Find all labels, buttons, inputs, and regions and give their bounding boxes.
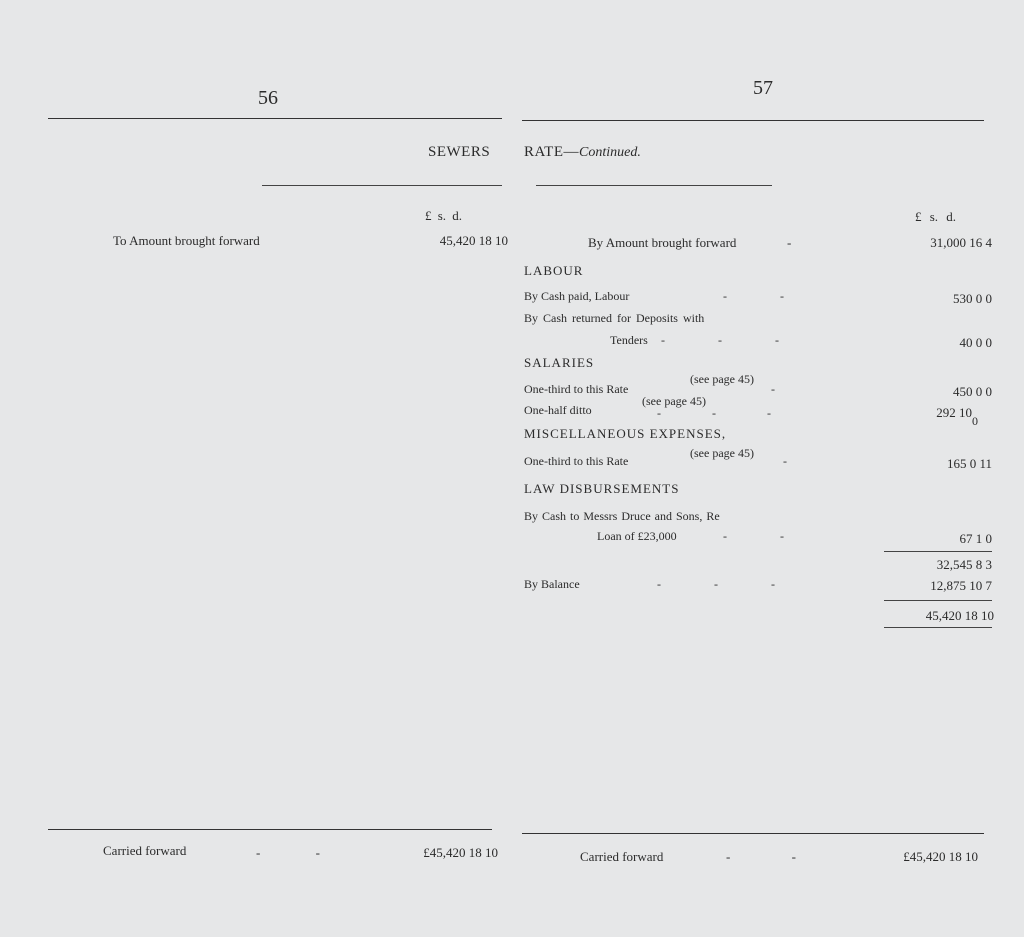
misc-one-third-label: One-third to this Rate [524, 454, 629, 468]
salaries-one-half-pence: 0 [972, 414, 978, 428]
page-number-left: 56 [258, 87, 278, 109]
brought-forward-amount: 31,000 16 4 [930, 235, 992, 250]
leader-dots: - - - [657, 577, 775, 591]
leader-dots-left: - - [256, 845, 320, 860]
brought-forward-label: By Amount brought forward [588, 235, 737, 250]
total-amount: 45,420 18 10 [925, 608, 994, 623]
druce-amount: 67 1 0 [959, 531, 992, 546]
leader-dots: - [771, 382, 775, 396]
title-rule-right [536, 185, 772, 186]
currency-header-right: £ s. d. [915, 209, 957, 224]
carried-forward-amount-left: £45,420 18 10 [423, 845, 498, 860]
section-labour: LABOUR [524, 263, 584, 278]
left-entry-label: To Amount brought forward [113, 233, 260, 248]
salaries-one-third-ref: (see page 45) [690, 372, 754, 386]
salaries-one-half-amount: 292 10 [936, 405, 972, 420]
deposits-amount: 40 0 0 [959, 335, 992, 350]
leader-dots: - [783, 454, 787, 468]
total-rule-bottom [884, 627, 992, 628]
title-sewers: SEWERS [428, 144, 491, 160]
leader-dots: - - - [657, 406, 771, 420]
carried-forward-label-left: Carried forward [103, 843, 187, 858]
balance-label: By Balance [524, 577, 580, 591]
right-page [512, 0, 1024, 937]
leader-dots: - - [723, 529, 784, 543]
subtotal-amount: 32,545 8 3 [936, 557, 992, 572]
section-salaries: SALARIES [524, 355, 595, 370]
leader-dots: - - - [661, 333, 779, 347]
cash-labour-label: By Cash paid, Labour [524, 289, 630, 303]
leader-dots: - [787, 235, 792, 250]
druce-line-1: By Cash to Messrs Druce and Sons, Re [524, 509, 720, 523]
salaries-one-half-label: One-half ditto [524, 403, 592, 417]
total-rule-top [884, 600, 992, 601]
currency-header-left: £ s. d. [425, 208, 463, 223]
section-misc: MISCELLANEOUS EXPENSES, [524, 426, 727, 441]
leader-dots: - - [723, 289, 784, 303]
footer-rule-left [48, 829, 492, 830]
salaries-one-third-amount: 450 0 0 [953, 384, 992, 399]
title-rule-left [262, 185, 502, 186]
cash-labour-amount: 530 0 0 [953, 291, 992, 306]
misc-one-third-ref: (see page 45) [690, 446, 754, 460]
druce-line-2-label: Loan of £23,000 [597, 529, 677, 543]
title-continued: Continued. [579, 145, 641, 160]
section-law: LAW DISBURSEMENTS [524, 481, 680, 496]
misc-one-third-amount: 165 0 11 [946, 456, 992, 471]
deposits-line-1: By Cash returned for Deposits with [524, 311, 705, 325]
carried-forward-amount-right: £45,420 18 10 [903, 849, 978, 864]
header-rule-left [48, 118, 502, 119]
salaries-one-third-label: One-third to this Rate [524, 382, 629, 396]
title-rate [524, 144, 641, 161]
title-rate-text: RATE— [524, 144, 579, 160]
balance-amount: 12,875 10 7 [930, 578, 992, 593]
deposits-line-2-label: Tenders [610, 333, 648, 347]
left-entry-amount: 45,420 18 10 [439, 233, 508, 248]
carried-forward-label-right: Carried forward [580, 849, 664, 864]
subtotal-rule [884, 551, 992, 552]
leader-dots-right: - - [726, 849, 796, 864]
footer-rule-right [522, 833, 984, 834]
header-rule-right [522, 120, 984, 121]
page-number-right: 57 [753, 77, 773, 99]
salaries-one-half-ref: (see page 45) [642, 394, 706, 408]
